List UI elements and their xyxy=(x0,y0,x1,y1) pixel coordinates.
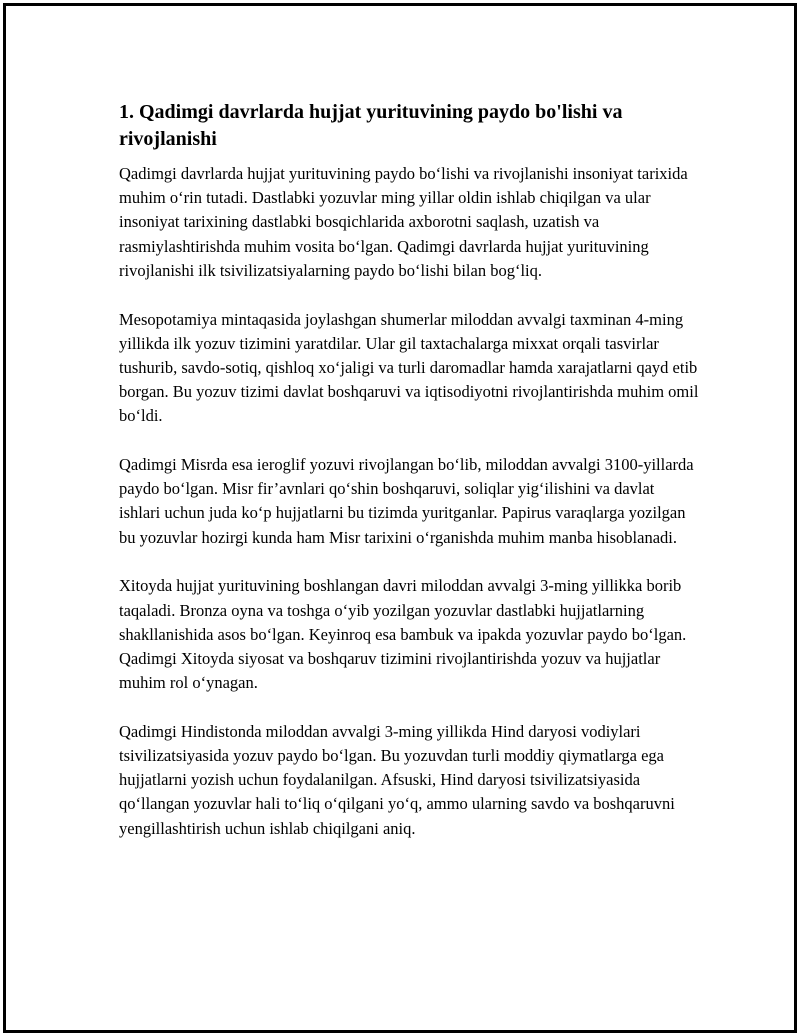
paragraph-china: Xitoyda hujjat yurituvining boshlangan davri miloddan avvalgi 3-ming yillikka borib taqaladi. Bronza oyna va toshga o‘yib yozilgan yozuvlar dastlabki hujjatlarning shakllanishida asos bo‘lgan. Keyinroq esa bambuk va ipakda yozuvlar paydo bo‘lgan. Qadimgi Xitoyda siyosat va boshqaruv tizimini rivojlantirishda yozuv va hujjatlar muhim rol o‘ynagan. xyxy=(119,576,687,693)
section-heading: 1. Qadimgi davrlarda hujjat yurituvining paydo bo'lishi va rivojlanishi xyxy=(119,101,623,150)
paragraph-intro: Qadimgi davrlarda hujjat yurituvining paydo bo‘lishi va rivojlanishi insoniyat tarixida muhim o‘rin tutadi. Dastlabki yozuvlar ming yillar oldin ishlab chiqilgan va ular insoniyat tarixining dastlabki bosqichlarida axborotni saqlash, uzatish va rasmiylashtirishda muhim vosita bo‘lgan. Qadimgi davrlarda hujjat yurituvining rivojlanishi ilk tsivilizatsiyalarning paydo bo‘lishi bilan bog‘liq. xyxy=(119,164,688,280)
paragraph-egypt: Qadimgi Misrda esa ieroglif yozuvi rivojlangan bo‘lib, miloddan avvalgi 3100-yillarda paydo bo‘lgan. Misr fir’avnlari qo‘shin boshqaruvi, soliqlar yig‘ilishini va davlat ishlari uchun juda ko‘p hujjatlarni bu tizimda yuritganlar. Papirus varaqlarga yozilgan bu yozuvlar hozirgi kunda ham Misr tarixini o‘rganishda muhim manba hisoblanadi. xyxy=(119,455,694,547)
paragraph-india: Qadimgi Hindistonda miloddan avvalgi 3-ming yillikda Hind daryosi vodiylari tsivilizatsiyasida yozuv paydo bo‘lgan. Bu yozuvdan turli moddiy qiymatlarga ega hujjatlarni yozish uchun foydalanilgan. Afsuski, Hind daryosi tsivilizatsiyasida qo‘llangan yozuvlar hali to‘liq o‘qilgani yo‘q, ammo ularning savdo va boshqaruvni yengillashtirish uchun ishlab chiqilgani aniq. xyxy=(119,721,675,838)
document-body xyxy=(119,99,699,865)
document-page xyxy=(3,3,797,1033)
paragraph-mesopotamia: Mesopotamiya mintaqasida joylashgan shumerlar miloddan avvalgi taxminan 4-ming yillikda ilk yozuv tizimini yaratdilar. Ular gil taxtachalarga mixxat orqali tasvirlar tushurib, savdo-sotiq, qishloq xo‘jaligi va turli daromadlar hamda xarajatlarni qayd etib borgan. Bu yozuv tizimi davlat boshqaruvi va iqtisodiyotni rivojlantirishda muhim omil bo‘ldi. xyxy=(119,309,699,426)
